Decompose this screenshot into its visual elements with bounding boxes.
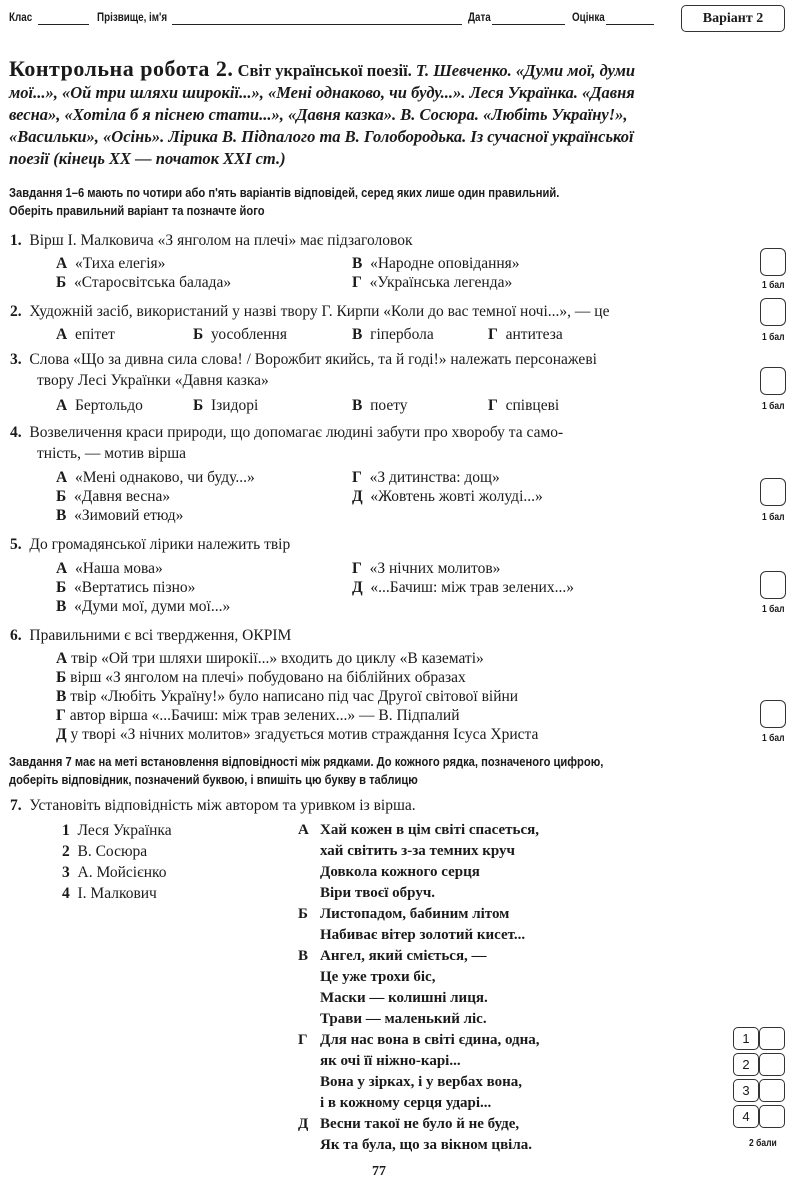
excerpt-line: Віри твоєї обруч. — [320, 885, 436, 901]
title-topic: Світ української поезії. — [237, 61, 412, 80]
question-number: 7. — [10, 797, 22, 814]
option-letter: Д — [352, 488, 363, 505]
answer-box-6[interactable] — [760, 700, 786, 728]
question-1 — [10, 232, 412, 250]
option-text: Бертольдо — [74, 397, 143, 414]
excerpt-line: Хай кожен в цім світі спасеться, — [320, 822, 539, 838]
points-4: 1 бал — [762, 512, 785, 523]
answer-box-2[interactable] — [760, 298, 786, 326]
grid-row-label: 4 — [733, 1105, 759, 1128]
author-name: А. Мойсієнко — [77, 864, 167, 881]
title-line4: «Васильки», «Осінь». Лірика В. Підпалого та В. Голобородька. Із сучасної української — [9, 127, 634, 146]
option-text: «Жовтень жовті жолуді...» — [370, 488, 543, 505]
option-letter: Г — [352, 469, 362, 486]
question-3-line2: твору Лесі Українки «Давня казка» — [37, 372, 269, 389]
excerpt-line: хай світить з-за темних круч — [320, 843, 516, 859]
option[interactable] — [352, 255, 520, 273]
author-item — [62, 843, 147, 861]
author-name: В. Сосюра — [77, 843, 148, 860]
option[interactable] — [56, 560, 163, 578]
excerpt-line: як очі її ніжно-карі... — [320, 1053, 461, 1069]
option-text: «Народне оповідання» — [370, 255, 520, 272]
instructions-1-line1: Завдання 1–6 мають по чотири або п'ять варіантів відповідей, серед яких лише один правильний. — [9, 185, 560, 200]
title-line1: Т. Шевченко. «Думи мої, думи — [415, 61, 636, 80]
question-number: 5. — [10, 536, 22, 553]
option-text: «Мені однаково, чи буду...» — [74, 469, 255, 486]
name-label: Прізвище, ім'я — [97, 10, 168, 24]
author-number: 2 — [62, 843, 70, 860]
option-letter: В — [56, 688, 67, 705]
option[interactable] — [56, 507, 183, 525]
option-letter: Б — [193, 397, 204, 414]
excerpt-line: Весни такої не було й не буде, — [320, 1116, 520, 1132]
instructions-2 — [9, 753, 603, 789]
option-text: у творі «З нічних молитов» згадується мотив страждання Ісуса Христа — [70, 726, 539, 743]
option[interactable] — [352, 560, 500, 578]
grid-answer-cell-1[interactable] — [759, 1027, 785, 1050]
option[interactable] — [56, 650, 484, 668]
option[interactable] — [56, 326, 115, 344]
option-letter: Д — [352, 579, 363, 596]
option[interactable] — [56, 707, 460, 725]
option[interactable] — [488, 326, 563, 344]
question-text: Художній засіб, використаний у назві твору Г. Кирпи «Коли до вас темної ночі...», — це — [29, 303, 610, 320]
question-text: Вірш І. Малковича «З янголом на плечі» має підзаголовок — [29, 232, 413, 249]
option[interactable] — [352, 274, 512, 292]
option-text: «Старосвітська балада» — [74, 274, 232, 291]
option[interactable] — [352, 488, 543, 506]
option-text: «Давня весна» — [74, 488, 171, 505]
option[interactable] — [56, 598, 230, 616]
question-3 — [10, 351, 597, 369]
option[interactable] — [488, 397, 559, 415]
instructions-1-line2: Оберіть правильний варіант та позначте його — [9, 203, 265, 218]
question-2 — [10, 303, 609, 321]
variant-badge: Варіант 2 — [681, 5, 785, 32]
option-letter: А — [56, 255, 68, 272]
option-letter: Г — [488, 397, 498, 414]
instructions-1 — [9, 184, 559, 220]
excerpt-letter: Б — [298, 906, 308, 922]
question-text: Возвеличення краси природи, що допомагає людині забути про хворобу та само- — [29, 424, 564, 441]
option-text: «Наша мова» — [74, 560, 163, 577]
grade-field[interactable] — [606, 24, 654, 25]
option[interactable] — [56, 274, 231, 292]
grid-answer-cell-2[interactable] — [759, 1053, 785, 1076]
option-text: «Тиха елегія» — [74, 255, 166, 272]
instructions-2-line2: доберіть відповідник, позначений буквою, і впишіть цю букву в таблицю — [9, 772, 418, 787]
excerpt-line: Довкола кожного серця — [320, 864, 480, 880]
excerpt-line: Трави — маленький ліс. — [320, 1011, 487, 1027]
option-letter: Д — [56, 726, 67, 743]
author-item — [62, 864, 167, 882]
option[interactable] — [56, 469, 255, 487]
author-number: 1 — [62, 822, 70, 839]
grid-row-label: 3 — [733, 1079, 759, 1102]
option-text: твір «Ой три шляхи широкії...» входить до циклу «В казематі» — [71, 650, 484, 667]
option-text: гіпербола — [370, 326, 434, 343]
grid-answer-cell-4[interactable] — [759, 1105, 785, 1128]
option-text: вірш «З янголом на плечі» побудовано на біблійних образах — [70, 669, 466, 686]
option-text: «З нічних молитов» — [369, 560, 501, 577]
option-text: Ізидорі — [211, 397, 259, 414]
option-letter: В — [352, 326, 363, 343]
option-text: уособлення — [211, 326, 287, 343]
excerpt-line: Набиває вітер золотий кисет... — [320, 927, 526, 943]
option-text: антитеза — [505, 326, 563, 343]
title-line3: весна», «Хотіла б я піснею стати...», «Давня казка». В. Сосюра. «Любіть Україну!», — [9, 105, 628, 124]
option-text: співцеві — [505, 397, 560, 414]
title-line5: поезії (кінець XX — початок XXI ст.) — [9, 149, 286, 168]
class-field[interactable] — [38, 24, 89, 25]
option[interactable] — [56, 669, 466, 687]
option-letter: Г — [352, 560, 362, 577]
option-text: епітет — [74, 326, 115, 343]
excerpt-letter: Д — [298, 1116, 309, 1132]
author-name: І. Малкович — [77, 885, 157, 902]
option[interactable] — [352, 469, 500, 487]
option-letter: А — [56, 469, 68, 486]
answer-box-4[interactable] — [760, 478, 786, 506]
question-number: 2. — [10, 303, 22, 320]
option-text: твір «Любіть Україну!» було написано під час Другої світової війни — [70, 688, 519, 705]
option[interactable] — [56, 397, 143, 415]
grid-answer-cell-3[interactable] — [759, 1079, 785, 1102]
author-number: 3 — [62, 864, 70, 881]
answer-box-1[interactable] — [760, 248, 786, 276]
question-text: Слова «Що за дивна сила слова! / Ворожбит якийсь, та й годі!» належать персонажеві — [29, 351, 597, 368]
excerpt-letter: А — [298, 822, 309, 838]
grid-row-label: 1 — [733, 1027, 759, 1050]
question-4-line2: тність, — мотив вірша — [37, 445, 187, 462]
points-2: 1 бал — [762, 332, 785, 343]
question-number: 3. — [10, 351, 22, 368]
excerpt-line: Вона у зірках, і у вербах вона, — [320, 1074, 523, 1090]
option-text: «Українська легенда» — [369, 274, 513, 291]
option-text: «З дитинства: дощ» — [369, 469, 500, 486]
option[interactable] — [193, 326, 287, 344]
option-text: автор вірша «...Бачиш: між трав зелених...» — В. Підпалий — [69, 707, 460, 724]
question-4 — [10, 424, 563, 442]
option-letter: А — [56, 560, 68, 577]
page-title — [9, 58, 789, 170]
answer-box-5[interactable] — [760, 571, 786, 599]
answer-box-3[interactable] — [760, 367, 786, 395]
question-6 — [10, 627, 291, 645]
option[interactable] — [56, 579, 195, 597]
option-letter: Г — [352, 274, 362, 291]
excerpt-line: Для нас вона в світі єдина, одна, — [320, 1032, 540, 1048]
option-letter: В — [56, 598, 67, 615]
points-6: 1 бал — [762, 733, 785, 744]
option-text: «Вертатись пізно» — [74, 579, 196, 596]
option[interactable] — [352, 397, 408, 415]
option-letter: Г — [56, 707, 66, 724]
points-7: 2 бали — [749, 1138, 777, 1149]
option[interactable] — [56, 726, 538, 744]
question-number: 6. — [10, 627, 22, 644]
date-field[interactable] — [492, 24, 565, 25]
option-text: поету — [370, 397, 408, 414]
title-line2: мої...», «Ой три шляхи широкії...», «Мені однаково, чи буду...». Леся Українка. «Давня — [9, 83, 635, 102]
option-letter: Б — [56, 274, 67, 291]
option-letter: А — [56, 650, 68, 667]
excerpt-line: Ангел, який сміється, — — [320, 948, 487, 964]
excerpt-line: Це уже трохи біс, — [320, 969, 436, 985]
excerpt-line: Маски — колишні лиця. — [320, 990, 488, 1006]
points-1: 1 бал — [762, 280, 785, 291]
option-letter: В — [352, 397, 363, 414]
option[interactable] — [56, 255, 165, 273]
question-text: Правильними є всі твердження, ОКРІМ — [29, 627, 292, 644]
option-letter: В — [352, 255, 363, 272]
question-text: Установіть відповідність між автором та уривком із вірша. — [29, 797, 416, 814]
option-letter: В — [56, 507, 67, 524]
grid-row-label: 2 — [733, 1053, 759, 1076]
question-number: 4. — [10, 424, 22, 441]
option[interactable] — [56, 688, 518, 706]
page-number: 77 — [372, 1164, 386, 1179]
question-5 — [10, 536, 290, 554]
question-text: До громадянської лірики належить твір — [29, 536, 291, 553]
grade-label: Оцінка — [572, 10, 605, 24]
excerpt-letter: Г — [298, 1032, 308, 1048]
class-label: Клас — [9, 10, 33, 24]
option-letter: Б — [56, 579, 67, 596]
option-text: «...Бачиш: між трав зелених...» — [370, 579, 574, 596]
option-letter: Б — [56, 669, 67, 686]
option-letter: А — [56, 397, 68, 414]
option[interactable] — [56, 488, 170, 506]
option[interactable] — [352, 326, 434, 344]
author-name: Леся Українка — [77, 822, 172, 839]
points-5: 1 бал — [762, 604, 785, 615]
author-item — [62, 822, 172, 840]
option-letter: Б — [56, 488, 67, 505]
option-text: «Зимовий етюд» — [74, 507, 184, 524]
option[interactable] — [352, 579, 574, 597]
author-number: 4 — [62, 885, 70, 902]
instructions-2-line1: Завдання 7 має на меті встановлення відповідності між рядками. До кожного рядка, позначеного цифрою, — [9, 754, 604, 769]
excerpt-line: Листопадом, бабиним літом — [320, 906, 510, 922]
option-letter: А — [56, 326, 68, 343]
excerpt-line: і в кожному серця ударі... — [320, 1095, 492, 1111]
question-7 — [10, 797, 416, 815]
name-field[interactable] — [172, 24, 462, 25]
option-text: «Думи мої, думи мої...» — [74, 598, 231, 615]
excerpt-letter: В — [298, 948, 309, 964]
option[interactable] — [193, 397, 258, 415]
title-main: Контрольна робота 2. — [9, 56, 234, 81]
excerpt-line: Як та була, що за вікном цвіла. — [320, 1137, 532, 1153]
option-letter: Г — [488, 326, 498, 343]
author-item — [62, 885, 157, 903]
option-letter: Б — [193, 326, 204, 343]
points-3: 1 бал — [762, 401, 785, 412]
question-number: 1. — [10, 232, 22, 249]
date-label: Дата — [468, 10, 491, 24]
